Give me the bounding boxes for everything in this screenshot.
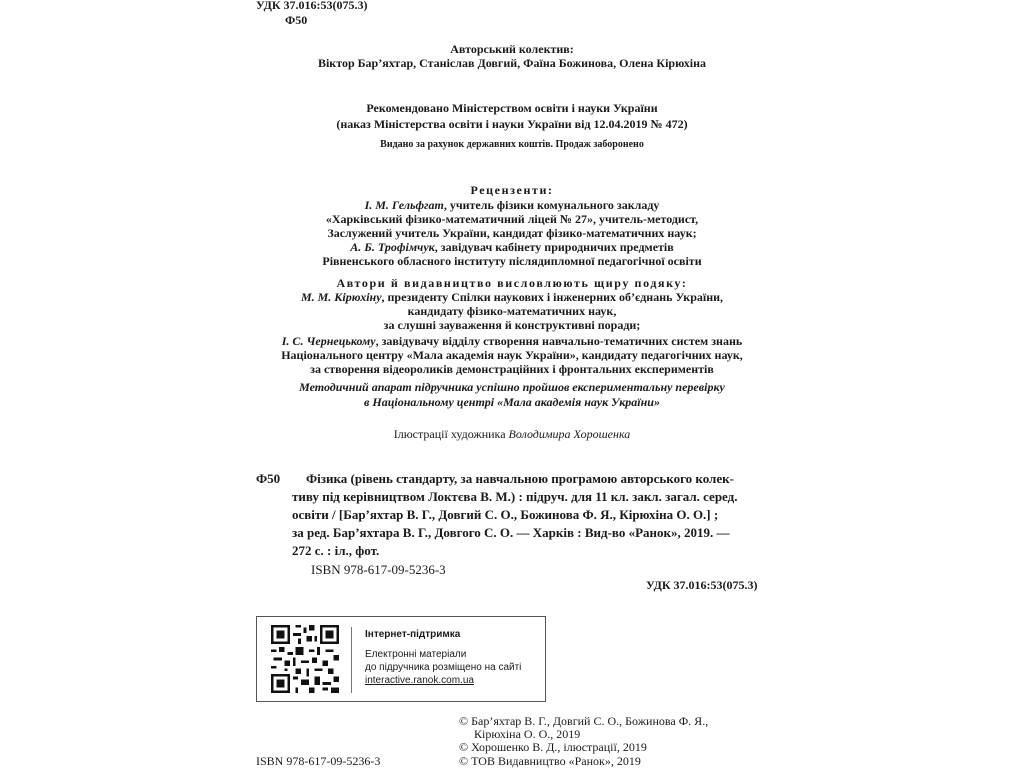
copyright-authors-cont: Кірюхіна О. О., 2019 [474,727,581,741]
catalog-line5: 272 с. : іл., фот. [292,543,380,558]
reviewer-2-name: А. Б. Трофімчук [350,240,435,254]
header-code: Ф50 [285,13,308,27]
copyright-illustrations: © Хорошенко В. Д., ілюстрації, 2019 [459,740,647,754]
authors-names: Віктор Бар’яхтар, Станіслав Довгий, Фаїна Божинова, Олена Кірюхіна [317,56,707,70]
catalog-title: Фізика [306,471,348,486]
recommendation-line2: (наказ Міністерства освіти і науки України від 12.04.2019 № 472) [336,117,688,131]
reviewer-2-line1: А. Б. Трофімчук, завідувач кабінету природничих предметів [350,240,674,254]
experiment-line2: в Національному центрі «Мала академія наук України» [364,395,660,409]
illustrations-credit: Ілюстрації художника Володимира Хорошенка [393,427,631,441]
support-line1: Електронні матеріали [365,649,467,660]
thanks-2-line1: І. С. Чернецькому, завідувачу відділу створення навчально-тематичних систем знань [281,334,743,348]
internet-support-box [256,616,546,702]
catalog-line2: тиву під керівництвом Локтєва В. М.) : підруч. для 11 кл. закл. загал. серед. [292,489,738,504]
catalog-code: Ф50 [256,471,281,486]
thanks-1-line1: М. М. Кірюхіну, президенту Спілки наукових і інженерних об’єднань України, [300,290,724,304]
reviewer-1-line2: «Харківський фізико-математичний ліцей № 27», учитель-методист, [325,212,699,226]
reviewer-2-line2: Рівненського обласного інституту післядипломної педагогічної освіти [322,254,702,268]
reviewer-1-name: І. М. Гельфгат [364,198,444,212]
reviewers-title: Рецензенти: [470,183,554,197]
header-udc: УДК 37.016:53(075.3) [256,0,368,12]
copyright-authors: © Бар’яхтар В. Г., Довгий С. О., Божинова Ф. Я., [459,714,709,728]
footer-isbn: ISBN 978-617-09-5236-3 [256,754,381,768]
recommendation-line3: Видано за рахунок державних коштів. Продаж заборонено [380,139,644,150]
thanks-1-line2: кандидату фізико-математичних наук, [407,304,617,318]
support-title: Інтернет-підтримка [365,629,461,640]
reviewer-1-line3: Заслужений учитель України, кандидат фізико-математичних наук; [327,226,697,240]
illustrations-artist: Володимира Хорошенка [508,427,631,441]
reviewer-1-line1: І. М. Гельфгат, учитель фізики комунального закладу [364,198,660,212]
qr-code-icon[interactable] [271,625,339,693]
recommendation-line1: Рекомендовано Міністерством освіти і науки України [366,101,658,115]
copyright-publisher: © ТОВ Видавництво «Ранок», 2019 [459,754,641,768]
thanks-1-line3: за слушні зауваження й конструктивні поради; [383,318,641,332]
thanks-2-line2: Національного центру «Мала академія наук України», кандидату педагогічних наук, [281,348,743,362]
authors-title: Авторський колектив: [450,42,574,56]
support-url-link[interactable]: interactive.ranok.com.ua [365,675,474,686]
catalog-isbn: ISBN 978-617-09-5236-3 [311,562,446,577]
thanks-2-name: І. С. Чернецькому [281,334,376,348]
thanks-1-name: М. М. Кірюхіну [300,290,382,304]
catalog-line1: Фізика (рівень стандарту, за навчальною програмою авторського колек- [306,471,734,486]
support-line2: до підручника розміщено на сайті [365,662,522,673]
catalog-line3: освіти / [Бар’яхтар В. Г., Довгий С. О., Божинова Ф. Я., Кірюхіна О. О.] ; [292,507,719,522]
catalog-udc: УДК 37.016:53(075.3) [646,578,758,592]
thanks-title: Автори й видавництво висловлюють щиру подяку: [336,276,688,290]
experiment-line1: Методичний апарат підручника успішно пройшов експериментальну перевірку [299,380,725,394]
box-divider [351,627,352,693]
catalog-line4: за ред. Бар’яхтара В. Г., Довгого С. О. — Харків : Вид-во «Ранок», 2019. — [292,525,730,540]
thanks-2-line3: за створення відеороликів демонстраційних і фронтальних експериментів [310,362,714,376]
